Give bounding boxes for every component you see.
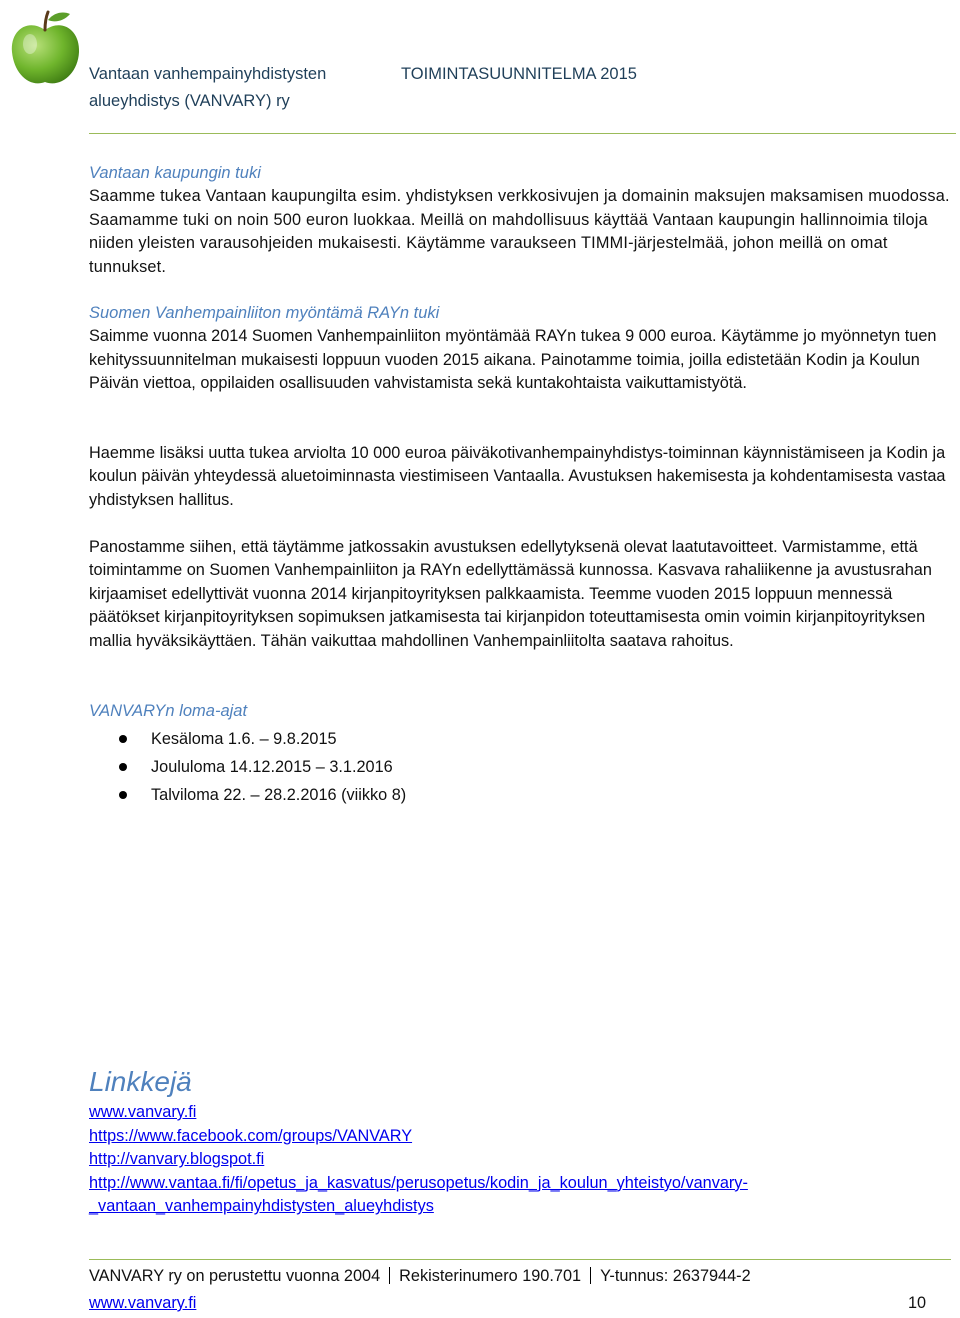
link-blogspot[interactable]: http://vanvary.blogspot.fi bbox=[89, 1150, 265, 1169]
holiday-list bbox=[89, 725, 957, 809]
list-item bbox=[89, 781, 957, 809]
green-apple-icon bbox=[8, 8, 82, 90]
header-document-title: TOIMINTASUUNNITELMA 2015 bbox=[401, 65, 637, 83]
paragraph-quality-goals bbox=[89, 536, 957, 653]
section-body: Saimme vuonna 2014 Suomen Vanhempainliiton myöntämää RAYn tukea 9 000 euroa. Käytämme jo myönnetyn tuen kehityssuunnitelman mukaisesti loppuun vuoden 2015 aikana. Painotamme toimia, joilla edistetään Kodin ja Koulun Päivän viettoa, oppilaiden osallisuuden vahvistamista sekä kuntakohtaista vaikuttamistyötä. bbox=[89, 327, 937, 393]
section-title: Suomen Vanhempainliiton myöntämä RAYn tuki bbox=[89, 304, 440, 322]
link-vantaa[interactable]: http://www.vantaa.fi/fi/opetus_ja_kasvatus/perusopetus/kodin_ja_koulun_yhteistyo/vanvary- _vantaan_vanhempainyhdistysten_alueyhdistys bbox=[89, 1173, 748, 1216]
footer-business-id: Y-tunnus: 2637944-2 bbox=[600, 1267, 751, 1285]
section-body: Panostamme siihen, että täytämme jatkossakin avustuksen edellytyksenä olevat laatutavoitteet. Varmistamme, että toimintamme on Suomen Vanhempainliiton ja RAYn edellyttämässä kunnossa. Kasvava rahaliikenne ja avustusrahan kirjaamiset edellyttivät vuonna 2014 kirjanpitoyrityksen palkkaamista. Teemme vuoden 2015 loppuun mennessä päätökset kirjanpitoyrityksen sopimuksen jatkamisesta tai kirjanpidon toteuttamisesta omin voimin kirjanpitoyrityksen mallia hyväksikäyttäen. Tähän vaikuttaa mahdollinen Vanhempainliitolta saatava rahoitus. bbox=[89, 538, 932, 650]
link-facebook[interactable]: https://www.facebook.com/groups/VANVARY bbox=[89, 1126, 413, 1145]
section-ray-support bbox=[89, 302, 957, 396]
section-body: Saamme tukea Vantaan kaupungilta esim. yhdistyksen verkkosivujen ja domainin maksujen maksamisen muodossa. Saamamme tuki on noin 500 euron luokkaa. Meillä on mahdollisuus käyttää Vantaan kaupungin hallinnoimia tiloja niiden yleisten varausohjeiden mukaisesti. Käytämme varaukseen TIMMI-järjestelmää, johon meillä on omat tunnukset. bbox=[89, 187, 950, 276]
bullet-icon bbox=[119, 763, 127, 771]
footer-info bbox=[89, 1264, 751, 1288]
holiday-item: Joululoma 14.12.2015 – 3.1.2016 bbox=[151, 758, 393, 777]
section-body: Haemme lisäksi uutta tukea arviolta 10 000 euroa päiväkotivanhempainyhdistys-toiminnan käynnistämiseen ja Kodin ja koulun päivän yhteydessä aluetoiminnasta viestimiseen Vantaalla. Avustuksen hakemisesta ja kohdentamisesta vastaa yhdistyksen hallitus. bbox=[89, 444, 946, 509]
footer-founded: VANVARY ry on perustettu vuonna 2004 bbox=[89, 1267, 381, 1285]
link-vanvary[interactable]: www.vanvary.fi bbox=[89, 1103, 197, 1121]
section-title: Vantaan kaupungin tuki bbox=[89, 164, 261, 182]
list-item bbox=[89, 753, 957, 781]
footer-link[interactable]: www.vanvary.fi bbox=[89, 1294, 197, 1312]
section-title: VANVARYn loma-ajat bbox=[89, 702, 248, 720]
footer-divider bbox=[89, 1259, 951, 1260]
holiday-item: Talviloma 22. – 28.2.2016 (viikko 8) bbox=[151, 786, 407, 805]
links-heading: Linkkejä bbox=[89, 1066, 192, 1097]
footer-register: Rekisterinumero 190.701 bbox=[399, 1267, 582, 1285]
page-number: 10 bbox=[908, 1294, 927, 1312]
header-divider bbox=[89, 133, 956, 134]
header-organization-name: Vantaan vanhempainyhdistysten bbox=[89, 65, 327, 83]
holiday-item: Kesäloma 1.6. – 9.8.2015 bbox=[151, 730, 337, 749]
bullet-icon bbox=[119, 735, 127, 743]
section-city-support bbox=[89, 162, 957, 279]
section-holidays bbox=[89, 700, 957, 809]
bullet-icon bbox=[119, 791, 127, 799]
paragraph-additional-funding bbox=[89, 442, 957, 512]
footer-separator bbox=[590, 1267, 591, 1284]
footer-separator bbox=[389, 1267, 390, 1284]
list-item bbox=[89, 725, 957, 753]
links-list bbox=[89, 1101, 957, 1219]
header-organization-name-line2: alueyhdistys (VANVARY) ry bbox=[89, 92, 290, 110]
